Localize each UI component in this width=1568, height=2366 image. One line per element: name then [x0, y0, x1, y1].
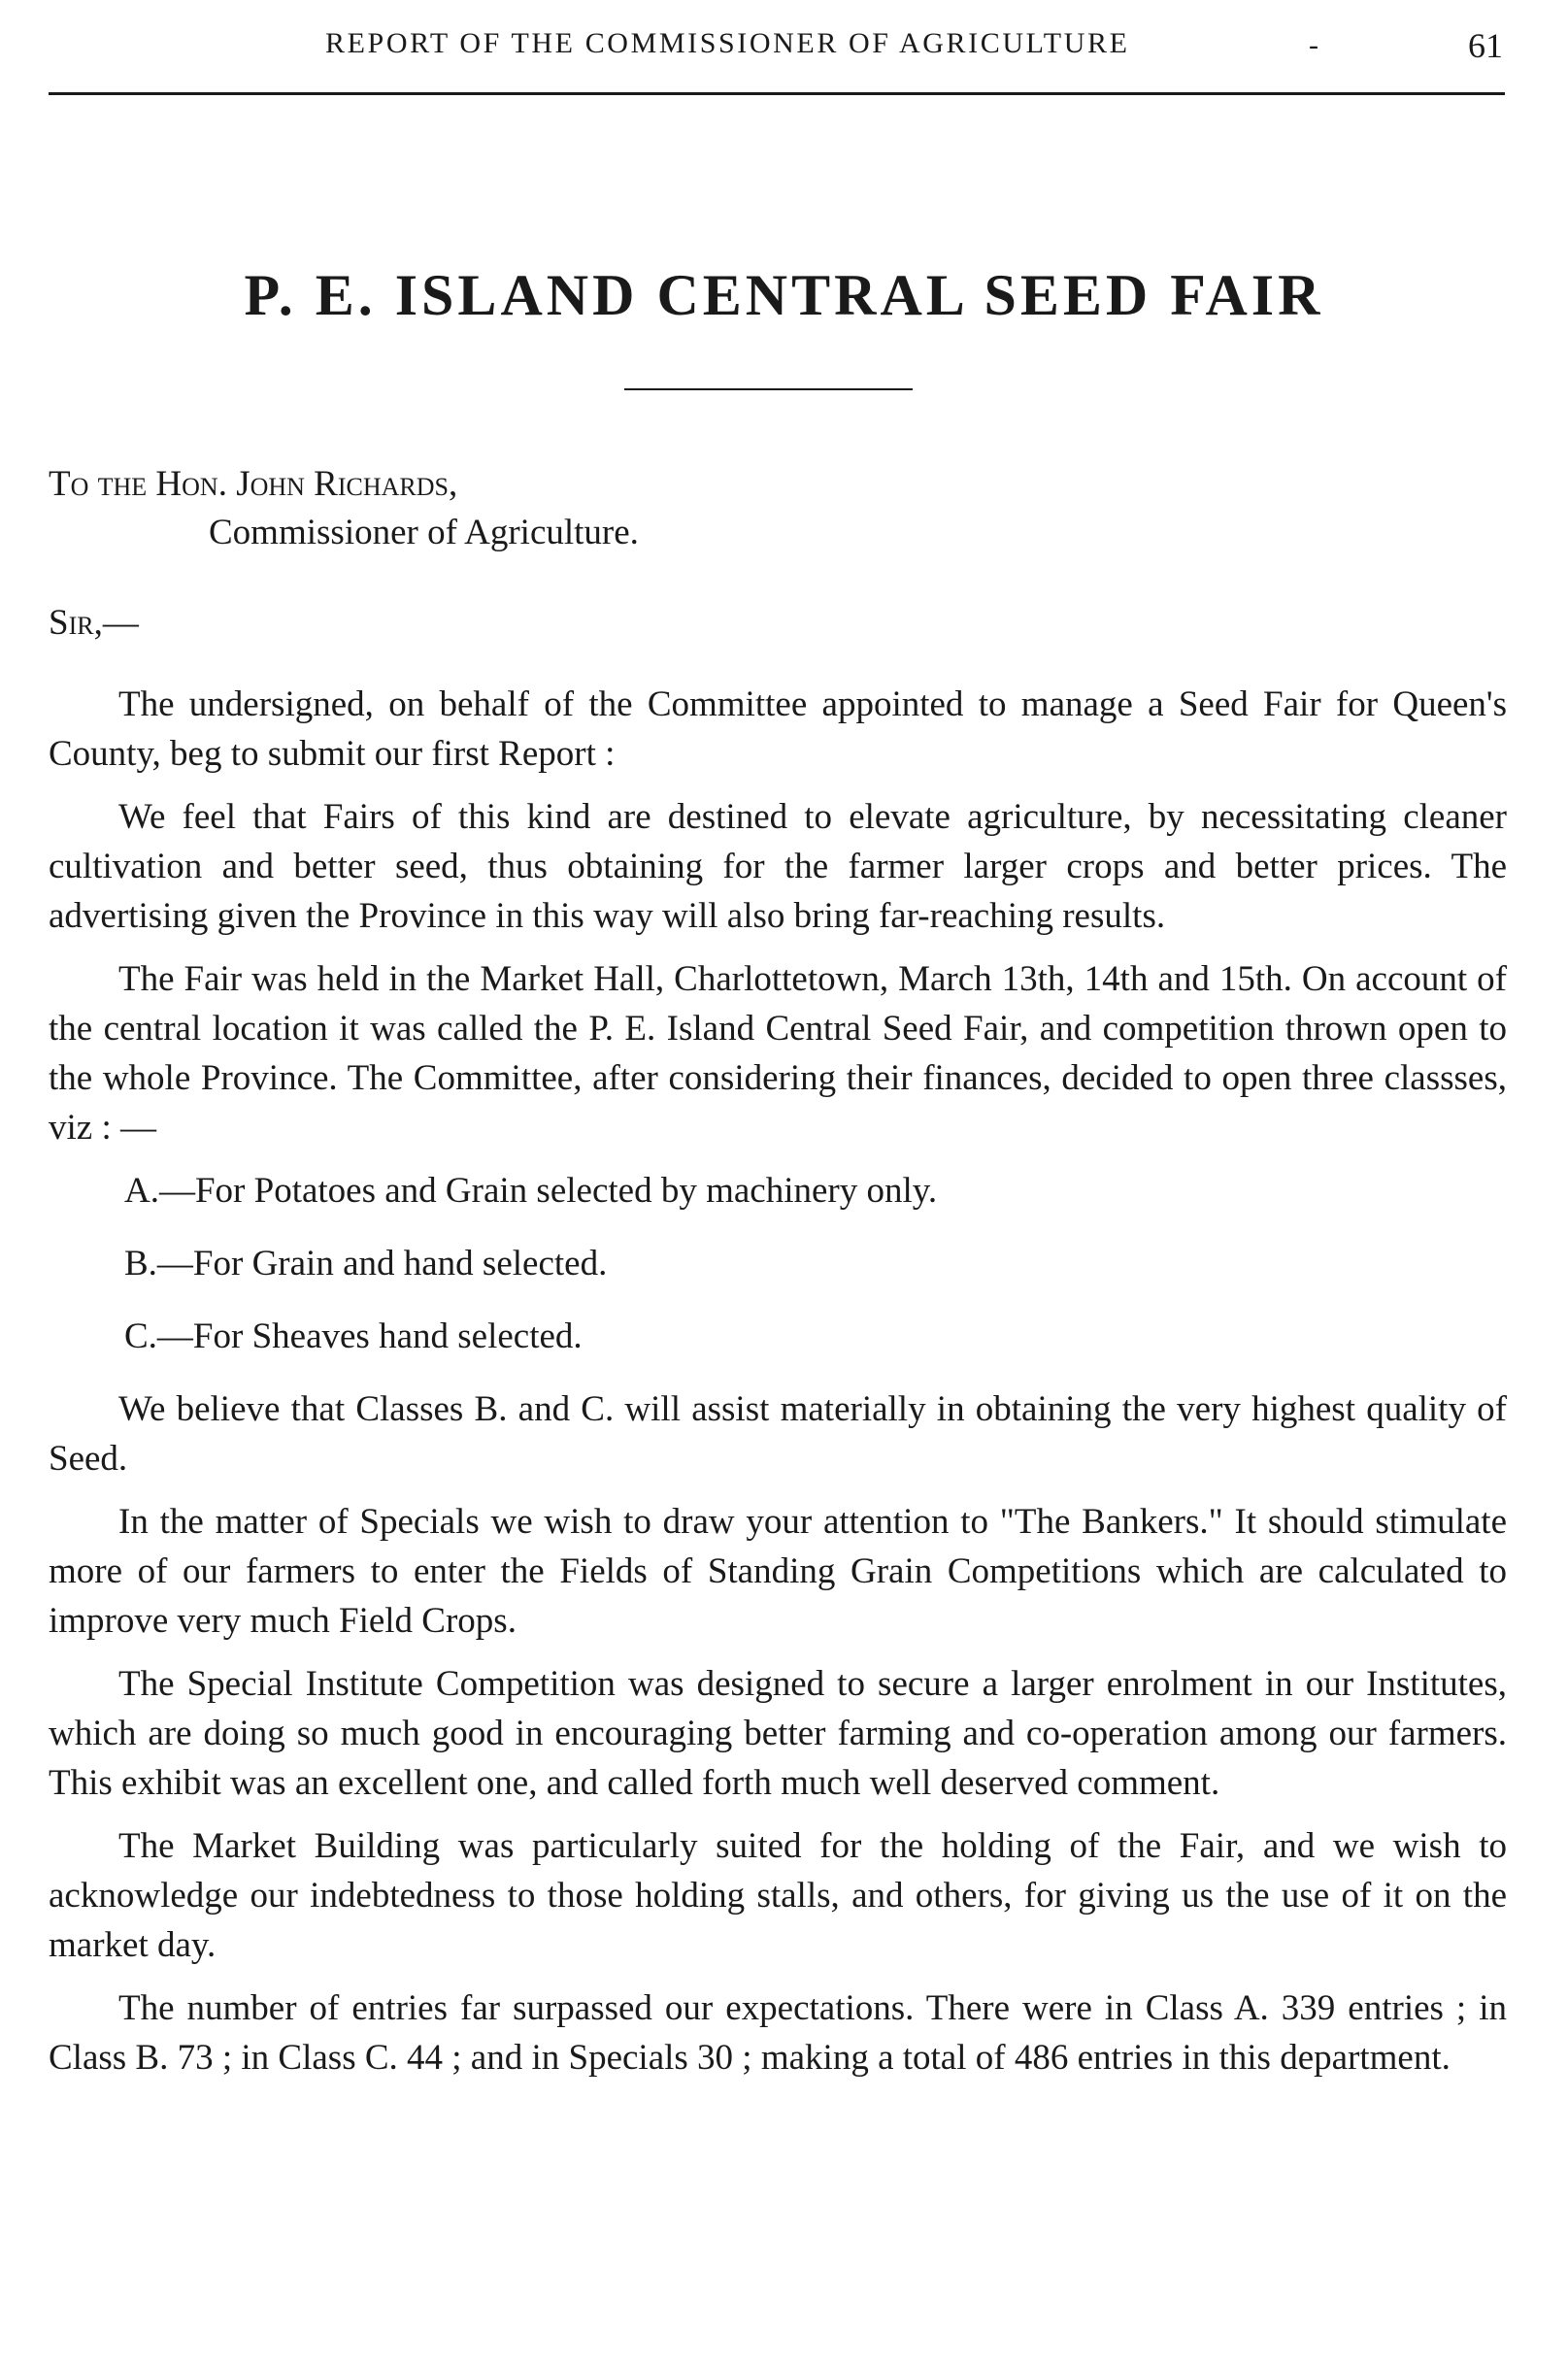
paragraph-classes: We believe that Classes B. and C. will assist materially in obtaining the very highest quality of Seed. — [49, 1389, 1507, 1479]
paragraph-entries: The number of entries far surpassed our expectations. There were in Class A. 339 entries ; in Class B. 73 ; in Class C. 44 ; and in Specials 30 ; making a total of 486 entries in this department. — [49, 1988, 1507, 2078]
page-title: P. E. ISLAND CENTRAL SEED FAIR — [244, 263, 1324, 327]
report-body — [49, 680, 1507, 2083]
title-rule — [624, 388, 913, 390]
paragraph-market-building: The Market Building was particularly suited for the holding of the Fair, and we wish to acknowledge our indebtedness to those holding stalls, and others, for giving us the use of it on the market day. — [49, 1826, 1507, 1965]
class-item-a: A.—For Potatoes and Grain selected by machinery only. — [124, 1171, 938, 1211]
class-item-b: B.—For Grain and hand selected. — [124, 1244, 608, 1283]
paragraph-venue: The Fair was held in the Market Hall, Charlottetown, March 13th, 14th and 15th. On account of the central location it was called the P. E. Island Central Seed Fair, and competition thrown open to the whole Province. The Committee, after considering their finances, decided to open three classses, viz : — — [49, 959, 1507, 1148]
class-item-c: C.—For Sheaves hand selected. — [124, 1316, 583, 1356]
header-rule — [49, 92, 1505, 95]
addressee-office: Commissioner of Agriculture. — [209, 513, 639, 552]
addressee-line: To the Hon. John Richards, — [49, 464, 458, 504]
paragraph-intro: The undersigned, on behalf of the Committee appointed to manage a Seed Fair for Queen's County, beg to submit our first Report : — [49, 684, 1507, 774]
paragraph-specials: In the matter of Specials we wish to draw your attention to "The Bankers." It should stimulate more of our farmers to enter the Fields of Standing Grain Competitions which are calculated to improve very much Field Crops. — [49, 1502, 1507, 1641]
paragraph-purpose: We feel that Fairs of this kind are destined to elevate agriculture, by necessitating cleaner cultivation and better seed, thus obtaining for the farmer larger crops and better prices. The advertising given the Province in this way will also bring far-reaching results. — [49, 797, 1507, 936]
page-number: 61 — [1468, 26, 1503, 65]
running-head-dash: - — [1309, 29, 1318, 61]
running-head: REPORT OF THE COMMISSIONER OF AGRICULTURE — [325, 27, 1130, 59]
salutation: Sir,— — [49, 603, 139, 643]
paragraph-institute: The Special Institute Competition was designed to secure a larger enrolment in our Institutes, which are doing so much good in encouraging better farming and co-operation among our farmers. This exhibit was an excellent one, and called forth much well deserved comment. — [49, 1664, 1507, 1803]
